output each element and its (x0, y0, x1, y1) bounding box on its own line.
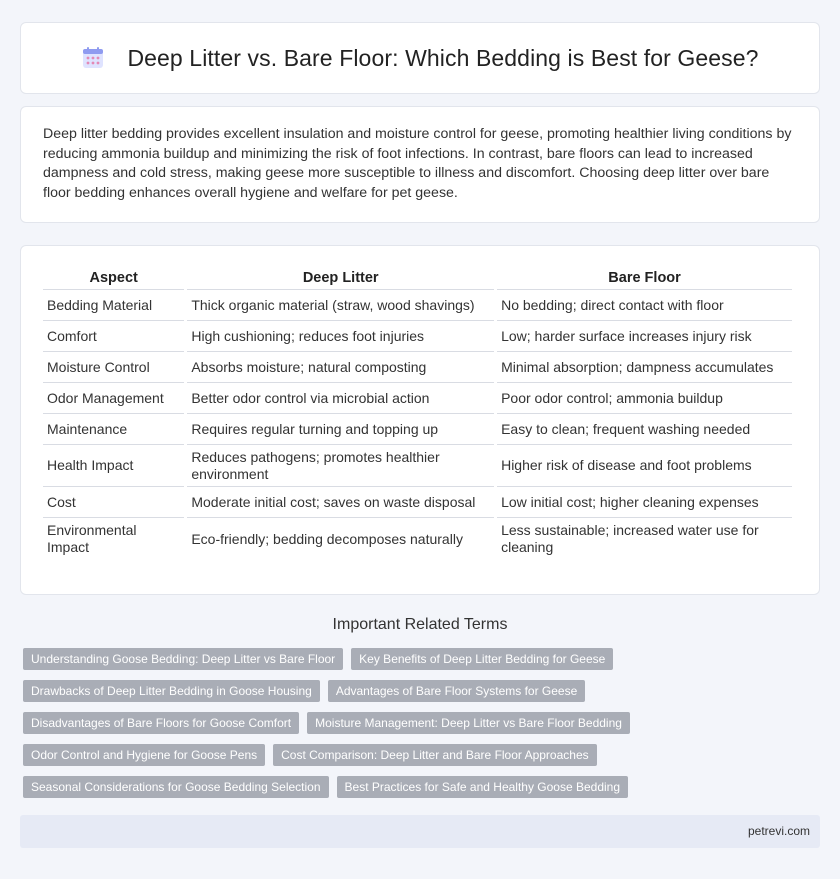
table-cell: Thick organic material (straw, wood shavings) (187, 290, 494, 321)
table-row (43, 414, 792, 445)
table-cell: Environmental Impact (47, 522, 137, 555)
column-header-aspect: Aspect (43, 266, 184, 290)
table-row (43, 487, 792, 518)
table-cell: Comfort (43, 321, 184, 352)
footer (20, 815, 820, 848)
table-row (43, 518, 792, 560)
table-cell: Low; harder surface increases injury risk (497, 321, 792, 352)
tag-row (23, 744, 823, 766)
table-row (43, 290, 792, 321)
table-row (43, 383, 792, 414)
related-terms-tags (23, 648, 823, 808)
related-term-tag[interactable]: Advantages of Bare Floor Systems for Geese (328, 680, 585, 702)
table-cell: Higher risk of disease and foot problems (497, 445, 792, 487)
related-term-tag[interactable]: Drawbacks of Deep Litter Bedding in Goose Housing (23, 680, 320, 702)
table-cell: Bedding Material (43, 290, 184, 321)
table-cell: Moderate initial cost; saves on waste disposal (187, 487, 494, 518)
table-row (43, 321, 792, 352)
related-term-tag[interactable]: Best Practices for Safe and Healthy Goose Bedding (337, 776, 629, 798)
table-cell: Poor odor control; ammonia buildup (497, 383, 792, 414)
tag-row (23, 712, 823, 734)
tag-row (23, 680, 823, 702)
comparison-table (40, 266, 795, 560)
table-cell: Eco-friendly; bedding decomposes naturally (191, 530, 463, 547)
tag-row (23, 776, 823, 798)
table-cell: Less sustainable; increased water use for cleaning (501, 522, 759, 555)
table-cell: Cost (43, 487, 184, 518)
table-cell: Better odor control via microbial action (187, 383, 494, 414)
related-term-tag[interactable]: Odor Control and Hygiene for Goose Pens (23, 744, 265, 766)
related-term-tag[interactable]: Understanding Goose Bedding: Deep Litter vs Bare Floor (23, 648, 343, 670)
table-cell: Absorbs moisture; natural composting (187, 352, 494, 383)
column-header-bare-floor: Bare Floor (497, 266, 792, 290)
related-term-tag[interactable]: Moisture Management: Deep Litter vs Bare Floor Bedding (307, 712, 630, 734)
table-cell: Low initial cost; higher cleaning expenses (497, 487, 792, 518)
comparison-table-card (20, 245, 820, 595)
table-row (43, 352, 792, 383)
table-cell: Requires regular turning and topping up (187, 414, 494, 445)
related-term-tag[interactable]: Disadvantages of Bare Floors for Goose Comfort (23, 712, 299, 734)
table-row (43, 445, 792, 487)
table-cell: Moisture Control (43, 352, 184, 383)
footer-site-link[interactable]: petrevi.com (747, 824, 810, 838)
table-header-row (43, 266, 792, 290)
calendar-icon (81, 46, 105, 70)
related-term-tag[interactable]: Cost Comparison: Deep Litter and Bare Floor Approaches (273, 744, 597, 766)
table-cell: Odor Management (43, 383, 184, 414)
table-cell: Easy to clean; frequent washing needed (497, 414, 792, 445)
related-term-tag[interactable]: Key Benefits of Deep Litter Bedding for Geese (351, 648, 613, 670)
table-cell: Reduces pathogens; promotes healthier environment (187, 445, 494, 487)
related-term-tag[interactable]: Seasonal Considerations for Goose Bedding Selection (23, 776, 329, 798)
related-terms-title: Important Related Terms (332, 616, 508, 633)
table-cell: Health Impact (43, 445, 184, 487)
table-cell: High cushioning; reduces foot injuries (187, 321, 494, 352)
table-cell: No bedding; direct contact with floor (497, 290, 792, 321)
header-card (20, 22, 820, 94)
page-title: Deep Litter vs. Bare Floor: Which Bedding is Best for Geese? (127, 44, 759, 71)
intro-paragraph: Deep litter bedding provides excellent insulation and moisture control for geese, promoting healthier living conditions by reducing ammonia buildup and minimizing the risk of foot infections. In contrast, bare floors can lead to increased dampness and cold stress, making geese more susceptible to illness and discomfort. Choosing deep litter over bare floor bedding enhances overall hygiene and welfare for pet geese. (43, 126, 792, 201)
column-header-deep-litter: Deep Litter (187, 266, 494, 290)
tag-row (23, 648, 823, 670)
table-cell: Maintenance (43, 414, 184, 445)
intro-card (20, 106, 820, 223)
table-cell: Minimal absorption; dampness accumulates (497, 352, 792, 383)
